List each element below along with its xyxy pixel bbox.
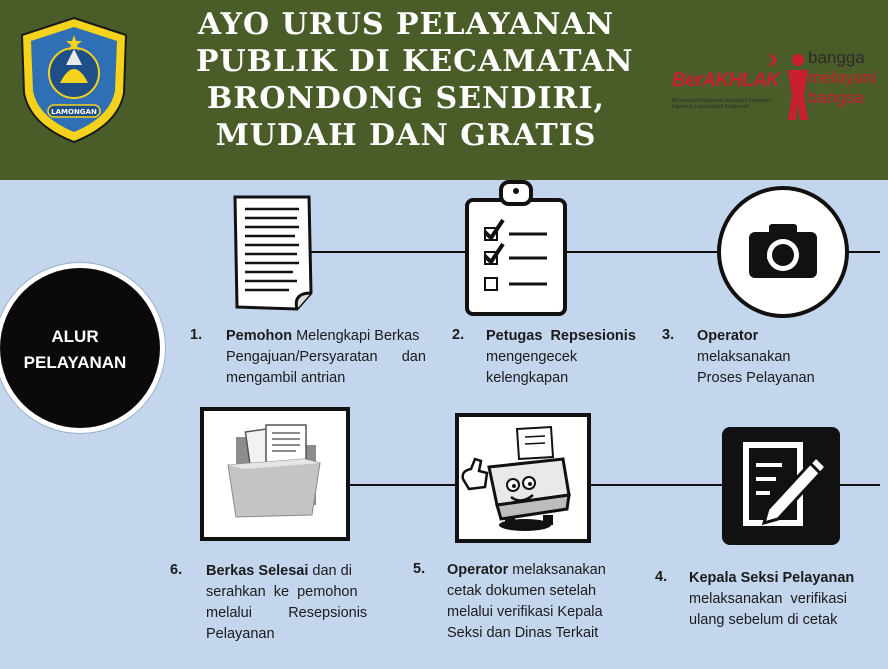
berakhlak-subtitle: Berorientasi Pelayanan Akuntabel Kompeten Harmonis Loyal Adaptif Kolaboratif — [672, 98, 772, 110]
step-number: 1. — [190, 327, 203, 343]
camera-icon — [713, 182, 853, 322]
step-text: cetak dokumen setelah — [447, 583, 597, 599]
step-text: ulang sebelum di cetak — [689, 612, 838, 628]
title-line: PUBLIK DI KECAMATAN — [196, 44, 634, 79]
checklist-clipboard-icon — [463, 178, 569, 318]
step-number: 2. — [452, 327, 465, 343]
title-line: BRONDONG SENDIRI, — [207, 81, 605, 116]
step-text: dan di — [308, 563, 352, 579]
step-title: Operator — [447, 562, 509, 578]
step-text: Pelayanan — [206, 626, 275, 642]
step-title: Pemohon — [226, 328, 293, 344]
bmb-line: bangsa — [808, 88, 864, 107]
step-number: 6. — [170, 562, 183, 578]
step-1-text — [226, 326, 438, 389]
step-text: Proses Pelayanan — [697, 370, 815, 386]
bmb-line: bangga — [808, 48, 865, 67]
step-title: Operator — [697, 328, 759, 344]
step-text: kelengkapan — [486, 370, 569, 386]
chevron-right-icon: › — [768, 42, 778, 75]
step-text: Melengkapi Berkas — [292, 328, 420, 344]
badge-line: PELAYANAN — [23, 353, 127, 372]
step-title: Berkas Selesai — [206, 563, 309, 579]
step-2-text — [486, 326, 646, 389]
step-number: 5. — [413, 561, 426, 577]
edit-document-icon — [720, 425, 842, 547]
step-number: 3. — [662, 327, 675, 343]
step-text: melalui Resepsionis — [206, 605, 368, 621]
step-text: melaksanakan verifikasi — [689, 591, 847, 607]
step-text: serahkan ke pemohon — [206, 584, 358, 600]
title-line: AYO URUS PELAYANAN — [197, 7, 615, 42]
badge-line: ALUR — [51, 327, 99, 346]
step-4-text — [689, 568, 869, 631]
alur-pelayanan-badge — [0, 268, 160, 428]
step-3-text — [697, 326, 867, 389]
step-title: Petugas Repsesionis — [486, 328, 636, 344]
step-text: melaksanakan — [508, 562, 606, 578]
step-text: melalui verifikasi Kepala — [447, 604, 603, 620]
step-title: Kepala Seksi Pelayanan — [689, 570, 855, 586]
step-5-text — [447, 560, 627, 644]
step-6-text — [206, 561, 382, 645]
step-text: mengengecek — [486, 349, 578, 365]
printer-mascot-icon — [455, 413, 591, 543]
step-text: mengambil antrian — [226, 370, 346, 386]
berakhlak-wordmark: BerAKHLAK — [672, 70, 780, 91]
step-text: melaksanakan — [697, 349, 791, 365]
logo-text: LAMONGAN — [51, 108, 97, 116]
step-text: Seksi dan Dinas Terkait — [447, 625, 599, 641]
step-number: 4. — [655, 569, 668, 585]
title-line: MUDAH DAN GRATIS — [215, 118, 597, 153]
document-icon — [227, 193, 323, 313]
step-text: Pengajuan/Persyaratan dan — [226, 349, 426, 365]
folder-icon — [200, 407, 350, 541]
bmb-line: melayani — [808, 68, 877, 87]
